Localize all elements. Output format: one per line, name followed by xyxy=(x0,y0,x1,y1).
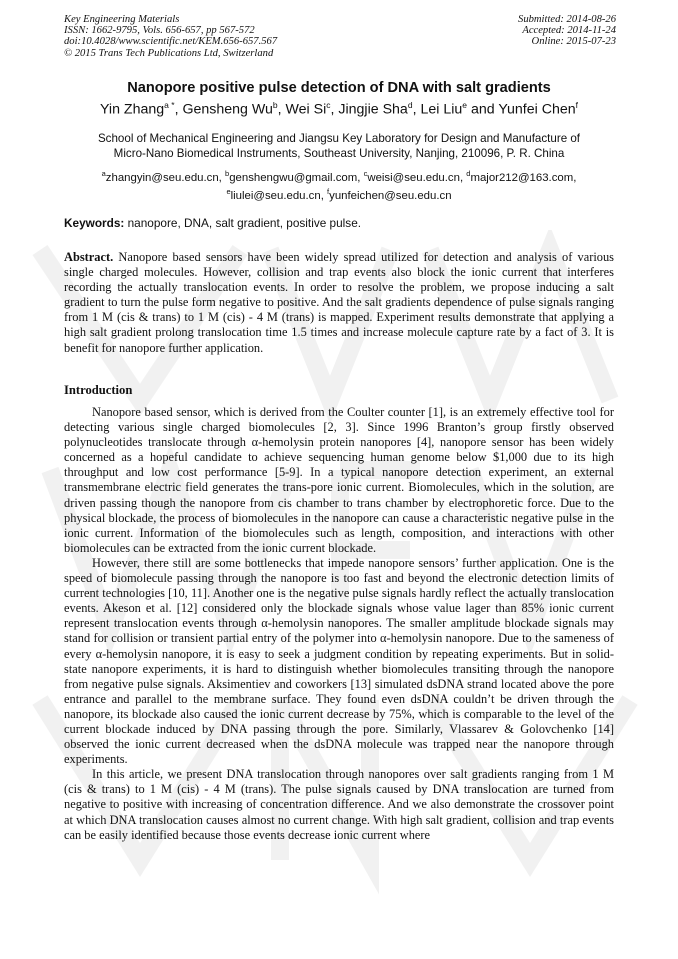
email-marker: f xyxy=(327,187,330,197)
abstract-label: Abstract. xyxy=(64,250,114,264)
affiliation-line: School of Mechanical Engineering and Jiangsu Key Laboratory for Design and Manufacture of xyxy=(97,132,581,145)
keywords-text: nanopore, DNA, salt gradient, positive pulse. xyxy=(124,216,362,230)
author-name: Lei Liu xyxy=(420,101,463,118)
author-separator: , xyxy=(174,101,183,118)
online-date: Online: 2015-07-23 xyxy=(531,36,616,48)
accepted-date: Accepted: 2014-11-24 xyxy=(522,25,616,37)
email-link[interactable]: liulei@seu.edu.cn, xyxy=(230,190,328,203)
publication-dates xyxy=(518,14,616,48)
introduction-body xyxy=(64,405,614,843)
author-name: Yin Zhang xyxy=(100,101,165,118)
section-heading-introduction: Introduction xyxy=(64,383,133,397)
paper-title: Nanopore positive pulse detection of DNA with salt gradients xyxy=(127,80,551,96)
email-link[interactable]: yunfeichen@seu.edu.cn xyxy=(329,190,452,203)
paragraph: However, there still are some bottlenecks that impede nanopore sensors’ further application. One is the speed of biomolecule passing through the nanopore is too fast and beyond the electronic detection limits of current technologies [10, 11]. Another one is the negative pulse signals hardly reflect the actually translocation events. Akeson et al. [12] considered only the blockade signals whose value lager than 85% ionic current represent translocation events through α-hemolysin nanopores. The smaller amplitude blockade signals may stand for collision or transient partial entry of the polymer into α-hemolysin nanopore. Due to the sameness of every α-hemolysin nanopore, it is easy to seek a judgment condition by repeating experiments. But in solid-state nanopore experiments, it is hard to distinguish whether biomolecules transiting through the nanopore from negative pulse signals. Aksimentiev and coworkers [13] simulated dsDNA strand located above the pore entrance and parallel to the membrane surface. They found even dsDNA couldn’t be driven through the nanopore, its blockade also caused the ionic current decrease by 75%, which is comparable to the level of the current blockade induced by DNA passing through the pore. Similarly, Vlassarev & Golovchenko [14] observed the ionic current decreased when the dsDNA molecule was trapped near the nanopore through experiments. xyxy=(64,555,614,767)
author-marker: e xyxy=(462,100,467,110)
email-link[interactable]: weisi@seu.edu.cn, xyxy=(367,171,467,184)
submitted-date: Submitted: 2014-08-26 xyxy=(518,14,616,25)
keywords-label: Keywords: xyxy=(64,216,125,230)
email-marker: b xyxy=(225,169,230,178)
author-name: Jingjie Sha xyxy=(338,101,408,118)
author-marker: b xyxy=(272,100,278,110)
author-separator: and xyxy=(467,101,499,118)
email-marker: d xyxy=(466,169,471,178)
abstract xyxy=(64,250,614,356)
keywords xyxy=(64,216,361,230)
journal-info xyxy=(64,14,277,59)
author-marker: a * xyxy=(164,100,175,110)
journal-name: Key Engineering Materials xyxy=(64,14,180,25)
author-marker: d xyxy=(407,100,413,110)
abstract-text: Nanopore based sensors have been widely spread utilized for detection and analysis of various single charged molecules. However, collision and trap events also block the ionic current that interferes recording the actually translocation events. In order to resolve the problem, we propose inducing a salt gradient to turn the pulse form negative to positive. And the salt gradients dependence of pulse signals ranging from 1 M (cis & trans) to 1 M (cis) - 4 M (trans) is mapped. Experiment results demonstrate that applying a high salt gradient prolong translocation time 1.5 times and increase molecule capture rate by a fact of 3. It is benefit for nanopore further application. xyxy=(64,250,614,355)
affiliation xyxy=(0,131,678,161)
author-emails xyxy=(0,167,678,204)
author-separator: , xyxy=(277,101,286,118)
paragraph: Nanopore based sensor, which is derived from the Coulter counter [1], is an extremely effective tool for detecting various single charged biomolecules [2, 3]. Since 1996 Branton’s group firstly observed polynucleotides translocate through α-hemolysin protein nanopores [4], nanopore sensor has been widely concerned as a hopeful candidate to achieve sequencing human genome below $1,000 due to its high throughput and low cost performance [5-9]. In a typical nanopore detection experiment, an external transmembrane electric field generates the trans-pore ionic current. Biomolecules, which in the solution, are driven passing though the nanopore from cis chamber to trans chamber by electrophoretic force. Due to the physical blockade, the process of biomolecules in the nanopore can cause a characteristic negative pulse in the ionic current. Information of the biomolecules such as length, composition, and interactions with other biomolecules can be extracted from the ionic current blockade. xyxy=(64,405,614,555)
copyright-line: © 2015 Trans Tech Publications Ltd, Switzerland xyxy=(64,47,274,59)
email-marker: e xyxy=(226,187,231,197)
email-link[interactable]: major212@163.com, xyxy=(470,171,577,184)
email-link[interactable]: zhangyin@seu.edu.cn, xyxy=(105,171,226,184)
issn-line: ISSN: 1662-9795, Vols. 656-657, pp 567-572 xyxy=(64,25,255,37)
author-name: Gensheng Wu xyxy=(182,101,273,118)
author-marker: c xyxy=(326,100,331,110)
author-name: Wei Si xyxy=(285,101,327,118)
author-name: Yunfei Chen xyxy=(498,101,576,118)
paragraph: In this article, we present DNA translocation through nanopores over salt gradients ranging from 1 M (cis & trans) to 1 M (cis) - 4 M (trans). The pulse signals caused by DNA translocation are turned from negative to positive with increasing of concentration difference. And we also demonstrate the crossover point at which DNA translocation causes almost no current change. With high salt gradient, collision and trap events can be easily identified because those events decrease ionic current where xyxy=(64,767,614,842)
email-marker: c xyxy=(363,169,368,178)
author-separator: , xyxy=(330,101,339,118)
doi-link[interactable]: doi:10.4028/www.scientific.net/KEM.656-657.567 xyxy=(64,36,278,48)
author-marker: f xyxy=(575,100,578,110)
author-list xyxy=(0,100,678,118)
email-link[interactable]: genshengwu@gmail.com, xyxy=(229,171,364,184)
email-marker: a xyxy=(101,169,106,178)
author-separator: , xyxy=(412,101,421,118)
affiliation-line: Micro-Nano Biomedical Instruments, Southeast University, Nanjing, 210096, P. R. China xyxy=(113,147,565,160)
